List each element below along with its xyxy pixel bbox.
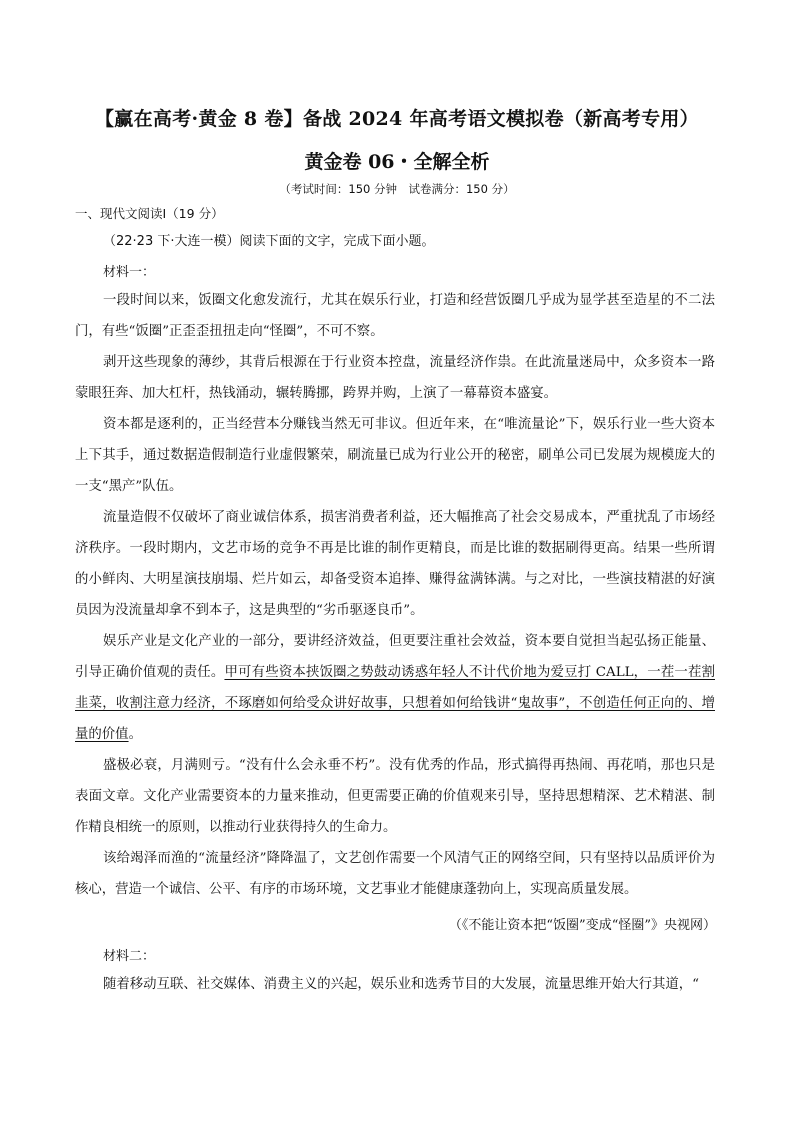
material1-source: （《不能让资本把“饭圈”变成“怪圈”》央视网）	[448, 918, 716, 933]
document-subtitle: 黄金卷 06・全解全析	[304, 151, 490, 173]
material1-paragraph-5	[75, 626, 715, 750]
underlined-sentence-jia: 甲可有些资本挟饭圈之势鼓动诱惑年轻人不计代价地为爱豆打 CALL，一茬一茬割韭菜，收割注意力经济，不琢磨如何给受众讲好故事，只想着如何给钱讲“鬼故事”，不创造任何正向的、增量的价值	[75, 665, 715, 742]
material1-paragraph-6: 盛极必衰，月满则亏。“没有什么会永垂不朽”。没有优秀的作品，形式搞得再热闹、再花哨，那也只是表面文章。文化产业需要资本的力量来推动，但更需要正确的价值观来引导，坚持思想精深、艺术精湛、制作精良相统一的原则，以推动行业获得持久的生命力。	[75, 758, 715, 835]
material2-paragraph-1: 随着移动互联、社交媒体、消费主义的兴起，娱乐业和选秀节目的大发展，流量思维开始大行其道，“	[103, 977, 700, 992]
material1-paragraph-4: 流量造假不仅破坏了商业诚信体系，损害消费者利益，还大幅推高了社会交易成本，严重扰乱了市场经济秩序。一段时期内，文艺市场的竞争不再是比谁的制作更精良，而是比谁的数据刷得更高。结果一些所谓的小鲜肉、大明星演技崩塌、烂片如云，却备受资本追捧、赚得盆满钵满。与之对比，一些演技精湛的好演员因为没流量却拿不到本子，这是典型的“劣币驱逐良币”。	[75, 510, 715, 618]
material1-paragraph-7: 该给竭泽而渔的“流量经济”降降温了，文艺创作需要一个风清气正的网络空间，只有坚持以品质评价为核心，营造一个诚信、公平、有序的市场环境，文艺事业才能健康蓬勃向上，实现高质量发展。	[75, 851, 715, 897]
section-intro: （22·23 下·大连一模）阅读下面的文字，完成下面小题。	[103, 234, 435, 249]
paragraph-5-end: 。	[128, 727, 142, 742]
paragraph-5-text: 娱乐产业是文化产业的一部分，要讲经济效益，但更要注重社会效益，资本要自觉担当起弘扬正能量、引导正确价值观的责任。	[75, 634, 715, 680]
material1-paragraph-1: 一段时间以来，饭圈文化愈发流行，尤其在娱乐行业，打造和经营饭圈几乎成为显学甚至造星的不二法门，有些“饭圈”正歪歪扭扭走向“怪圈”，不可不察。	[75, 293, 715, 339]
material1-label: 材料一：	[103, 265, 156, 280]
section-heading: 一、现代文阅读Ⅰ（19 分）	[75, 206, 224, 221]
material1-paragraph-2: 剥开这些现象的薄纱，其背后根源在于行业资本控盘，流量经济作祟。在此流量迷局中，众多资本一路蒙眼狂奔、加大杠杆，热钱涌动，辗转腾挪，跨界并购，上演了一幕幕资本盛宴。	[75, 355, 715, 401]
exam-info: （考试时间：150 分钟 试卷满分：150 分）	[279, 182, 515, 196]
document-title: 【赢在高考·黄金 8 卷】备战 2024 年高考语文模拟卷（新高考专用）	[95, 108, 699, 130]
material2-label: 材料二：	[103, 949, 156, 964]
material1-paragraph-3: 资本都是逐利的，正当经营本分赚钱当然无可非议。但近年来，在“唯流量论”下，娱乐行业一些大资本上下其手，通过数据造假制造行业虚假繁荣，刷流量已成为行业公开的秘密，刷单公司已发展为规模庞大的一支“黑产”队伍。	[75, 417, 715, 494]
